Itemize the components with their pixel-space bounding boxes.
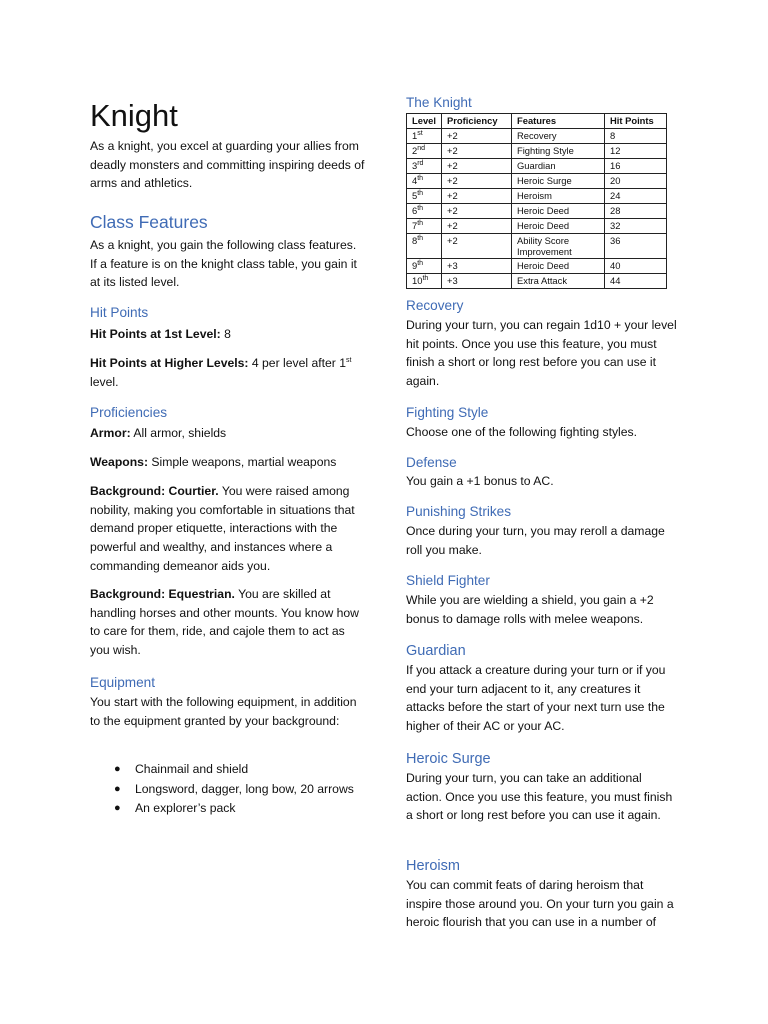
equestrian-label: Background: Equestrian.: [90, 587, 235, 601]
level-cell: 8th: [407, 234, 442, 259]
feature-cell: Heroism: [512, 189, 605, 204]
guardian-text: If you attack a creature during your turn or if you end your turn adjacent to it, any creatures it attacks before the start of your next turn use the higher of their AC or your AC.: [406, 663, 666, 734]
table-row: [407, 144, 667, 159]
level-cell: 2nd: [407, 144, 442, 159]
intro-paragraph: As a knight, you excel at guarding your allies from deadly monsters and committing inspiring deeds of arms and athletics.: [90, 139, 365, 191]
shield-fighter-heading: Shield Fighter: [406, 573, 490, 588]
proficiency-cell: +2: [442, 159, 512, 174]
guardian-heading: Guardian: [406, 643, 466, 659]
heroism-text: You can commit feats of daring heroism that inspire those around you. On your turn you gain a heroic flourish that you can use in a number of: [406, 878, 674, 930]
hit-points-cell: 16: [605, 159, 667, 174]
class-features-text: As a knight, you gain the following class features. If a feature is on the knight class table, you gain it at its listed level.: [90, 238, 357, 290]
table-row: [407, 174, 667, 189]
proficiency-cell: +2: [442, 234, 512, 259]
courtier-label: Background: Courtier.: [90, 484, 219, 498]
hit-points-higher-levels: [90, 354, 365, 391]
feature-cell: Extra Attack: [512, 274, 605, 289]
hit-points-cell: 20: [605, 174, 667, 189]
level-cell: 5th: [407, 189, 442, 204]
weapons-value: Simple weapons, martial weapons: [151, 455, 337, 469]
punishing-strikes-text: Once during your turn, you may reroll a damage roll you make.: [406, 524, 665, 557]
feature-cell: Guardian: [512, 159, 605, 174]
hit-points-cell: 36: [605, 234, 667, 259]
feature-cell: Ability Score Improvement: [512, 234, 605, 259]
hit-points-first-value: 8: [224, 327, 231, 341]
feature-cell: Heroic Surge: [512, 174, 605, 189]
table-header-row: [407, 114, 667, 129]
ordinal-suffix: st: [346, 356, 352, 364]
level-cell: 1st: [407, 129, 442, 144]
table-row: [407, 274, 667, 289]
table-row: [407, 259, 667, 274]
fighting-style-text: Choose one of the following fighting styles.: [406, 425, 638, 439]
level-cell: 6th: [407, 204, 442, 219]
hit-points-cell: 32: [605, 219, 667, 234]
column-header-hit-points: Hit Points: [605, 114, 667, 129]
proficiencies-heading: Proficiencies: [90, 405, 168, 420]
feature-cell: Recovery: [512, 129, 605, 144]
hit-points-cell: 8: [605, 129, 667, 144]
hit-points-cell: 12: [605, 144, 667, 159]
bullet-icon: ●: [114, 802, 121, 815]
hit-points-higher-value: 4 per level after 1: [251, 356, 347, 370]
level-cell: 3rd: [407, 159, 442, 174]
feature-cell: Heroic Deed: [512, 219, 605, 234]
bullet-icon: ●: [114, 782, 121, 795]
page-title: Knight: [90, 98, 178, 133]
armor-value: All armor, shields: [133, 426, 227, 440]
proficiency-cell: +2: [442, 189, 512, 204]
shield-fighter-text: While you are wielding a shield, you gain a +2 bonus to damage rolls with melee weapons.: [406, 593, 654, 626]
table-body: [407, 129, 667, 289]
knight-class-table: [406, 113, 667, 289]
list-item: ● Chainmail and shield: [90, 760, 370, 780]
level-cell: 7th: [407, 219, 442, 234]
fighting-style-heading: Fighting Style: [406, 405, 489, 420]
defense-heading: Defense: [406, 455, 457, 470]
heroism-heading: Heroism: [406, 858, 460, 874]
hit-points-higher-value-end: level.: [90, 374, 119, 389]
proficiency-cell: +2: [442, 174, 512, 189]
table-row: [407, 129, 667, 144]
hit-points-cell: 28: [605, 204, 667, 219]
table-row: [407, 234, 667, 259]
level-cell: 10th: [407, 274, 442, 289]
hit-points-higher-label: Hit Points at Higher Levels:: [90, 356, 249, 370]
armor-label: Armor:: [90, 426, 131, 440]
table-row: [407, 204, 667, 219]
weapons-proficiency: [90, 453, 365, 472]
proficiency-cell: +3: [442, 274, 512, 289]
equipment-text: You start with the following equipment, in addition to the equipment granted by your background:: [90, 695, 357, 728]
list-item: ● An explorer’s pack: [90, 799, 370, 819]
recovery-heading: Recovery: [406, 298, 464, 313]
armor-proficiency: [90, 424, 365, 443]
hit-points-first-label: Hit Points at 1st Level:: [90, 327, 221, 341]
column-header-proficiency: Proficiency: [442, 114, 512, 129]
courtier-text: You were raised among nobility, making you comfortable in situations that demand proper etiquette, interactions with the powerful and wealthy, and instances where a commanding demeanor aids you.: [90, 484, 355, 573]
proficiency-cell: +2: [442, 144, 512, 159]
equipment-heading: Equipment: [90, 675, 155, 690]
table-caption: The Knight: [406, 95, 472, 110]
equestrian-text: You are skilled at handling horses and other mounts. You know how to care for them, ride, and cajole them to act as you wish.: [90, 587, 359, 658]
defense-text: You gain a +1 bonus to AC.: [406, 474, 554, 488]
feature-cell: Heroic Deed: [512, 204, 605, 219]
hit-points-cell: 24: [605, 189, 667, 204]
weapons-label: Weapons:: [90, 455, 149, 469]
hit-points-first-level: [90, 325, 365, 344]
punishing-strikes-heading: Punishing Strikes: [406, 504, 512, 519]
list-item: ● Longsword, dagger, long bow, 20 arrows: [90, 780, 370, 800]
equipment-list: [90, 760, 370, 819]
hit-points-cell: 40: [605, 259, 667, 274]
column-header-level: Level: [407, 114, 442, 129]
hit-points-cell: 44: [605, 274, 667, 289]
proficiency-cell: +2: [442, 219, 512, 234]
recovery-text: During your turn, you can regain 1d10 + your level hit points. Once you use this feature, you must finish a short or long rest before you can use it again.: [406, 318, 677, 389]
proficiency-cell: +3: [442, 259, 512, 274]
level-cell: 4th: [407, 174, 442, 189]
table-row: [407, 189, 667, 204]
background-equestrian: [90, 585, 365, 660]
feature-cell: Fighting Style: [512, 144, 605, 159]
column-header-features: Features: [512, 114, 605, 129]
proficiency-cell: +2: [442, 129, 512, 144]
feature-cell: Heroic Deed: [512, 259, 605, 274]
table-row: [407, 159, 667, 174]
heroic-surge-heading: Heroic Surge: [406, 751, 491, 767]
table-row: [407, 219, 667, 234]
heroic-surge-text: During your turn, you can take an additional action. Once you use this feature, you must finish a short or long rest before you can use it again.: [406, 771, 673, 823]
proficiency-cell: +2: [442, 204, 512, 219]
background-courtier: [90, 482, 365, 576]
hit-points-heading: Hit Points: [90, 305, 149, 320]
class-features-heading: Class Features: [90, 212, 208, 232]
bullet-icon: ●: [114, 763, 121, 775]
level-cell: 9th: [407, 259, 442, 274]
